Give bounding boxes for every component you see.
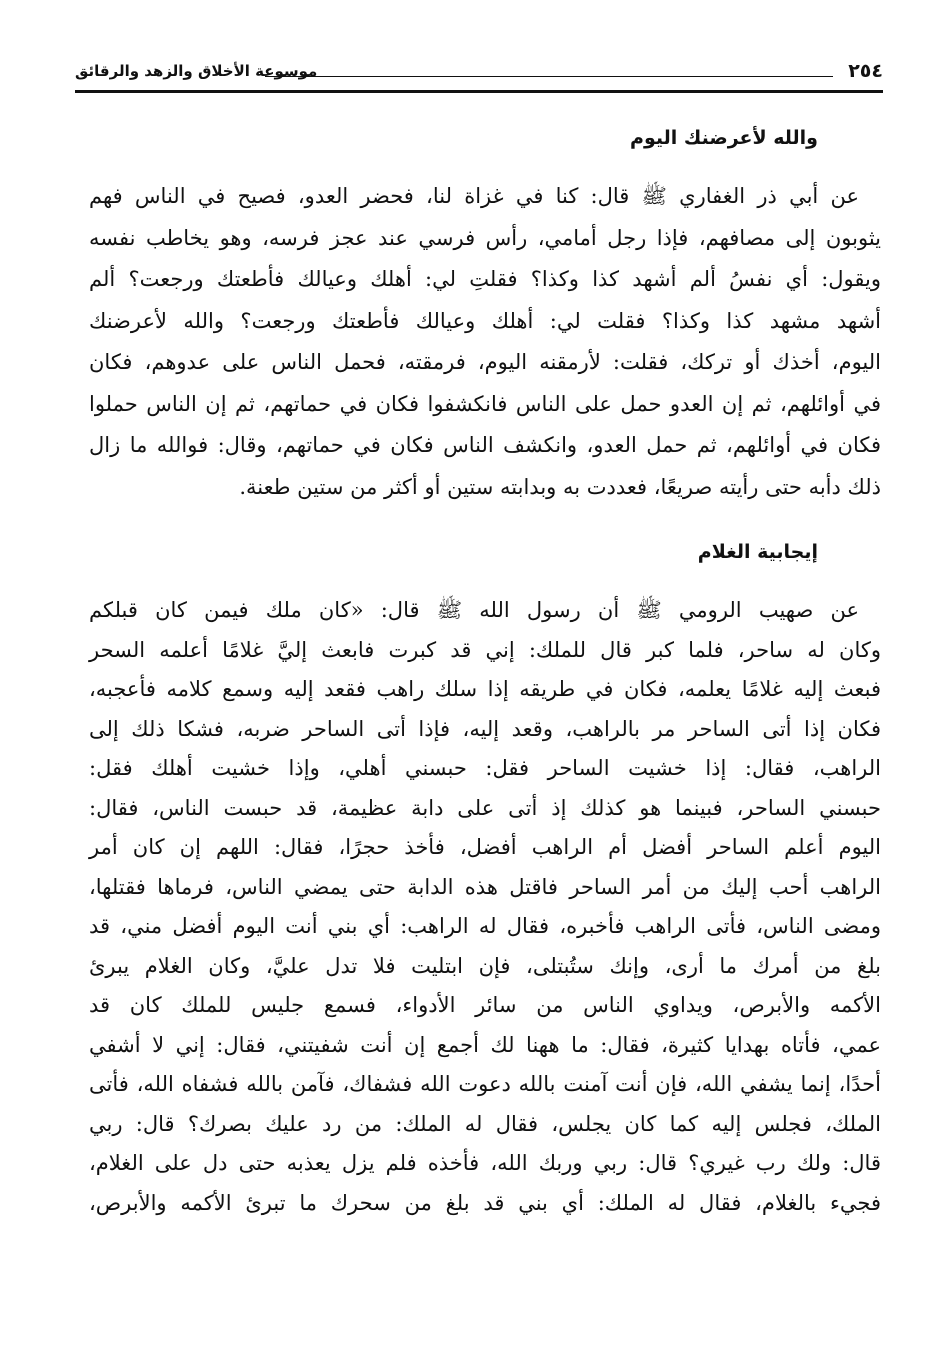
text-line: عمي، فأتاه بهدايا كثيرة، فقال: ما ههنا لك أجمع إن أنت شفيتني، فقال: إني لا أشفي (89, 1032, 881, 1057)
text-line: ويقول: أي نفسُ ألم أشهد كذا وكذا؟ فقلتِ لي: أهلك وعيالك فأطعتك ورجعت؟ ألم (89, 267, 881, 291)
section-heading: والله لأعرضنك اليوم (630, 127, 818, 149)
text-line: ذلك دأبه حتى رأيته صريعًا، فعددت به وبدابته ستين أو أكثر من ستين طعنة. (239, 474, 881, 499)
book-title: موسوعة الأخلاق والزهد والرقائق (75, 62, 318, 80)
text-line: عن أبي ذر الغفاري ﷺ قال: كنا في غزاة لنا، فحضر العدو، فصيح في الناس فهم (89, 184, 859, 208)
text-line: اليوم، أخذك أو تركك، فقلت: لأرمقنه اليوم، فرمقته، فحمل الناس على عدوهم، فكان (89, 350, 881, 374)
text-line: فبعث إليه غلامًا يعلمه، فكان في طريقه إذا سلك راهب فقعد إليه وسمع كلامه فأعجبه، (89, 677, 881, 701)
text-line: أحدًا، إنما يشفي الله، فإن أنت آمنت بالله دعوت الله فشفاك، فآمن بالله فشفاه الله، فأتى (89, 1072, 881, 1096)
text-line: الملك، فجلس إليه كما كان يجلس، فقال له الملك: من رد عليك بصرك؟ قال: ربي (89, 1111, 881, 1136)
text-line: بلغ من أمرك ما أرى، وإنك ستُبتلى، فإن ابتليت فلا تدل عليَّ، وكان الغلام يبرئ (89, 953, 881, 978)
text-line: وكان له ساحر، فلما كبر قال للملك: إني قد كبرت فابعث إليَّ غلامًا أعلمه السحر (89, 637, 881, 662)
running-header (75, 60, 883, 86)
header-line (265, 76, 833, 77)
text-line: ومضى الناس، فأتى الراهب فأخبره، فقال له الراهب: أي بني أنت اليوم أفضل مني، قد (89, 914, 881, 938)
text-line: فجيء بالغلام، فقال له الملك: أي بني قد بلغ من سحرك ما تبرئ الأكمه والأبرص، (89, 1190, 881, 1215)
section-paragraph (89, 591, 881, 1223)
text-line: فكان إذا أتى الساحر مر بالراهب، وقعد إليه، فإذا أتى الساحر ضربه، فشكا ذلك إلى (89, 716, 881, 741)
section-paragraph (89, 176, 881, 508)
header-rule (75, 90, 883, 93)
text-line: فكان في أوائلهم، ثم حمل العدو، وانكشف الناس فكان في حماتهم، وقال: فوالله ما زال (89, 433, 881, 457)
text-line: في أوائلهم، ثم إن العدو حمل على الناس فانكشفوا فكان في حماتهم، ثم إن الناس حملوا (89, 391, 881, 416)
text-line: أشهد مشهد كذا وكذا؟ فقلت لي: أهلك وعيالك فأطعتك ورجعت؟ والله لأعرضنك (89, 308, 881, 333)
text-line: الراهب، فقال: إذا خشيت الساحر فقل: حبسني أهلي، وإذا خشيت أهلك فقل: (89, 756, 881, 780)
text-line: الراهب أحب إليك من أمر الساحر فاقتل هذه الدابة حتى يمضي الناس، فرماها فقتلها، (89, 874, 881, 899)
text-line: الأكمه والأبرص، ويداوي الناس من سائر الأدواء، فسمع جليس للملك كان قد (89, 993, 881, 1017)
text-line: عن صهيب الرومي ﷺ أن رسول الله ﷺ قال: «كان ملك فيمن كان قبلكم (89, 598, 859, 622)
text-line: اليوم أعلم الساحر أفضل أم الراهب أفضل، فأخذ حجرًا، فقال: اللهم إن كان أمر (89, 835, 881, 859)
section-heading: إيجابية الغلام (697, 541, 818, 563)
text-line: حبسني الساحر، فبينما هو كذلك إذ أتى على دابة عظيمة، قد حبست الناس، فقال: (89, 795, 881, 820)
text-line: قال: ولك رب غيري؟ قال: ربي وربك الله، فأخذه فلم يزل يعذبه حتى دل على الغلام، (89, 1151, 881, 1175)
text-line: يثوبون إلى مصافهم، فإذا رجل أمامي، رأس فرسي عند عجز فرسه، وهو يخاطب نفسه (89, 225, 881, 250)
page-number: ٢٥٤ (848, 60, 883, 82)
